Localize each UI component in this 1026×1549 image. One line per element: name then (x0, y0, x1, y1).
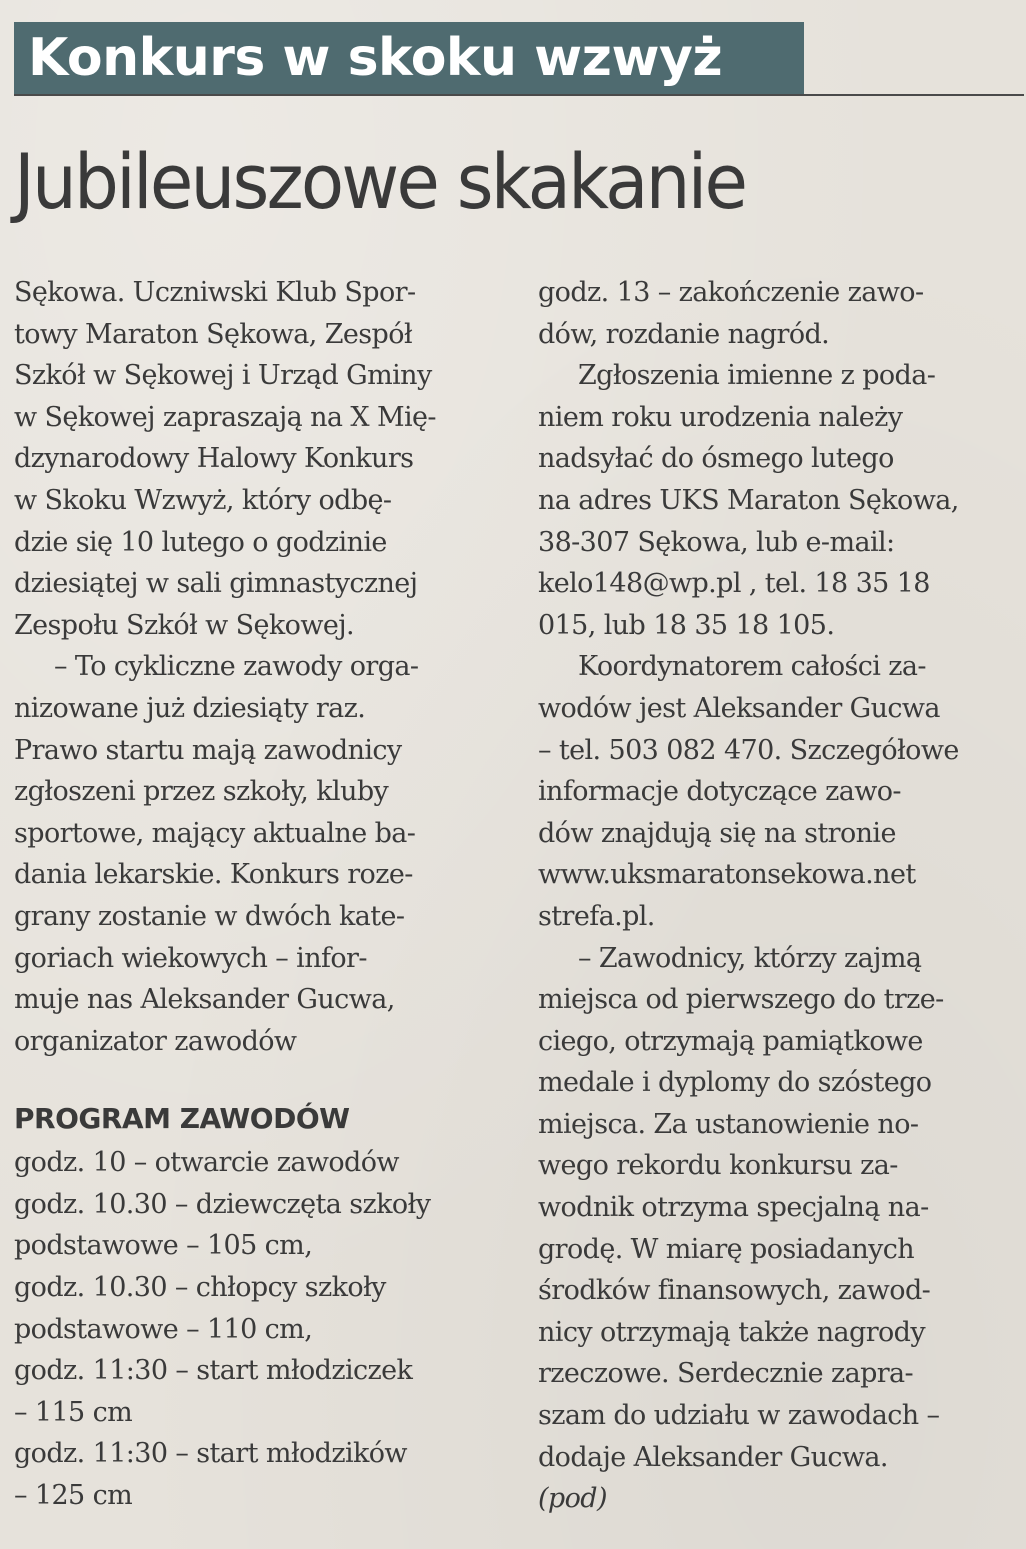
text-line: wodnik otrzyma specjalną na- (538, 1192, 929, 1224)
program-line: godz. 11:30 – start młodziczek (14, 1355, 413, 1387)
program-line: godz. 10.30 – chłopcy szkoły (14, 1272, 386, 1304)
text-line: w Sękowej zapraszają na X Mię- (14, 401, 436, 433)
text-line: informacje dotyczące zawo- (538, 776, 901, 808)
right-column (538, 272, 1026, 1520)
text-line: na adres UKS Maraton Sękowa, (538, 484, 959, 516)
program-line: godz. 10 – otwarcie zawodów (14, 1147, 399, 1179)
text-line: 015, lub 18 35 18 105. (538, 609, 835, 641)
text-line: goriach wiekowych – infor- (14, 942, 367, 974)
text-line: wego rekordu konkursu za- (538, 1150, 898, 1182)
text-line: Sękowa. Uczniwski Klub Spor- (14, 277, 416, 308)
section-header (14, 22, 1024, 96)
text-line: 38-307 Sękowa, lub e-mail: (538, 526, 895, 558)
text-line: w Skoku Wzwyż, który odbę- (14, 484, 392, 516)
text-line: niem roku urodzenia należy (538, 401, 903, 433)
text-line: miejsca. Za ustanowienie no- (538, 1108, 919, 1140)
text-line: dodaje Aleksander Gucwa. (538, 1441, 888, 1473)
text-line: Zespołu Szkół w Sękowej. (14, 609, 354, 641)
text-line: grodę. W miarę posiadanych (538, 1233, 915, 1265)
text-line: Koordynatorem całości za- (578, 651, 926, 683)
text-line: kelo148@wp.pl , tel. 18 35 18 (538, 568, 930, 600)
text-line: rzeczowe. Serdecznie zapra- (538, 1358, 914, 1390)
program-line: podstawowe – 105 cm, (14, 1230, 313, 1262)
text-line: zgłoszeni przez szkoły, kluby (14, 776, 389, 808)
text-line: Zgłoszenia imienne z poda- (578, 360, 936, 392)
text-line: ciego, otrzymają pamiątkowe (538, 1025, 923, 1057)
text-line: towy Maraton Sękowa, Zespół (14, 318, 413, 350)
program-line: podstawowe – 110 cm, (14, 1313, 313, 1345)
text-line: szam do udziału w zawodach – (538, 1400, 940, 1432)
program-line: – 115 cm (14, 1396, 133, 1428)
program-heading: PROGRAM ZAWODÓW (14, 1102, 350, 1136)
program-line: dów, rozdanie nagród. (538, 318, 830, 350)
author-signature: (pod) (538, 1483, 607, 1515)
text-line: nizowane już dziesiąty raz. (14, 692, 366, 724)
left-column (14, 272, 504, 1517)
text-line: nicy otrzymają także nagrody (538, 1316, 925, 1348)
text-line: www.uksmaratonsekowa.net (538, 859, 916, 891)
text-line: – To cykliczne zawody orga- (54, 651, 419, 683)
text-line: – tel. 503 082 470. Szczegółowe (538, 734, 959, 766)
text-line: strefa.pl. (538, 900, 655, 932)
text-line: sportowe, mający aktualne ba- (14, 817, 416, 849)
text-line: muje nas Aleksander Gucwa, (14, 984, 395, 1016)
section-rule (14, 94, 1024, 96)
program-line: godz. 13 – zakończenie zawo- (538, 277, 924, 308)
text-line: dzynarodowy Halowy Konkurs (14, 443, 414, 475)
text-line: miejsca od pierwszego do trze- (538, 984, 944, 1016)
text-line: grany zostanie w dwóch kate- (14, 900, 405, 932)
text-line: środków finansowych, zawod- (538, 1275, 931, 1307)
text-line: medale i dyplomy do szóstego (538, 1067, 932, 1099)
text-line: dów znajdują się na stronie (538, 817, 896, 849)
text-line: wodów jest Aleksander Gucwa (538, 692, 940, 724)
article-headline: Jubileuszowe skakanie (14, 137, 746, 226)
section-kicker: Konkurs w skoku wzwyż (14, 22, 804, 94)
program-line: godz. 11:30 – start młodzików (14, 1438, 407, 1470)
text-line: organizator zawodów (14, 1025, 297, 1057)
text-line: Szkół w Sękowej i Urząd Gminy (14, 360, 432, 392)
text-line: dziesiątej w sali gimnastycznej (14, 568, 418, 600)
program-line: – 125 cm (14, 1480, 133, 1512)
text-line: – Zawodnicy, którzy zajmą (578, 942, 922, 974)
text-line: dania lekarskie. Konkurs roze- (14, 859, 413, 891)
spacer (14, 1062, 504, 1096)
text-line: Prawo startu mają zawodnicy (14, 734, 402, 766)
text-line: dzie się 10 lutego o godzinie (14, 526, 387, 558)
program-line: godz. 10.30 – dziewczęta szkoły (14, 1188, 431, 1220)
text-line: nadsyłać do ósmego lutego (538, 443, 894, 475)
